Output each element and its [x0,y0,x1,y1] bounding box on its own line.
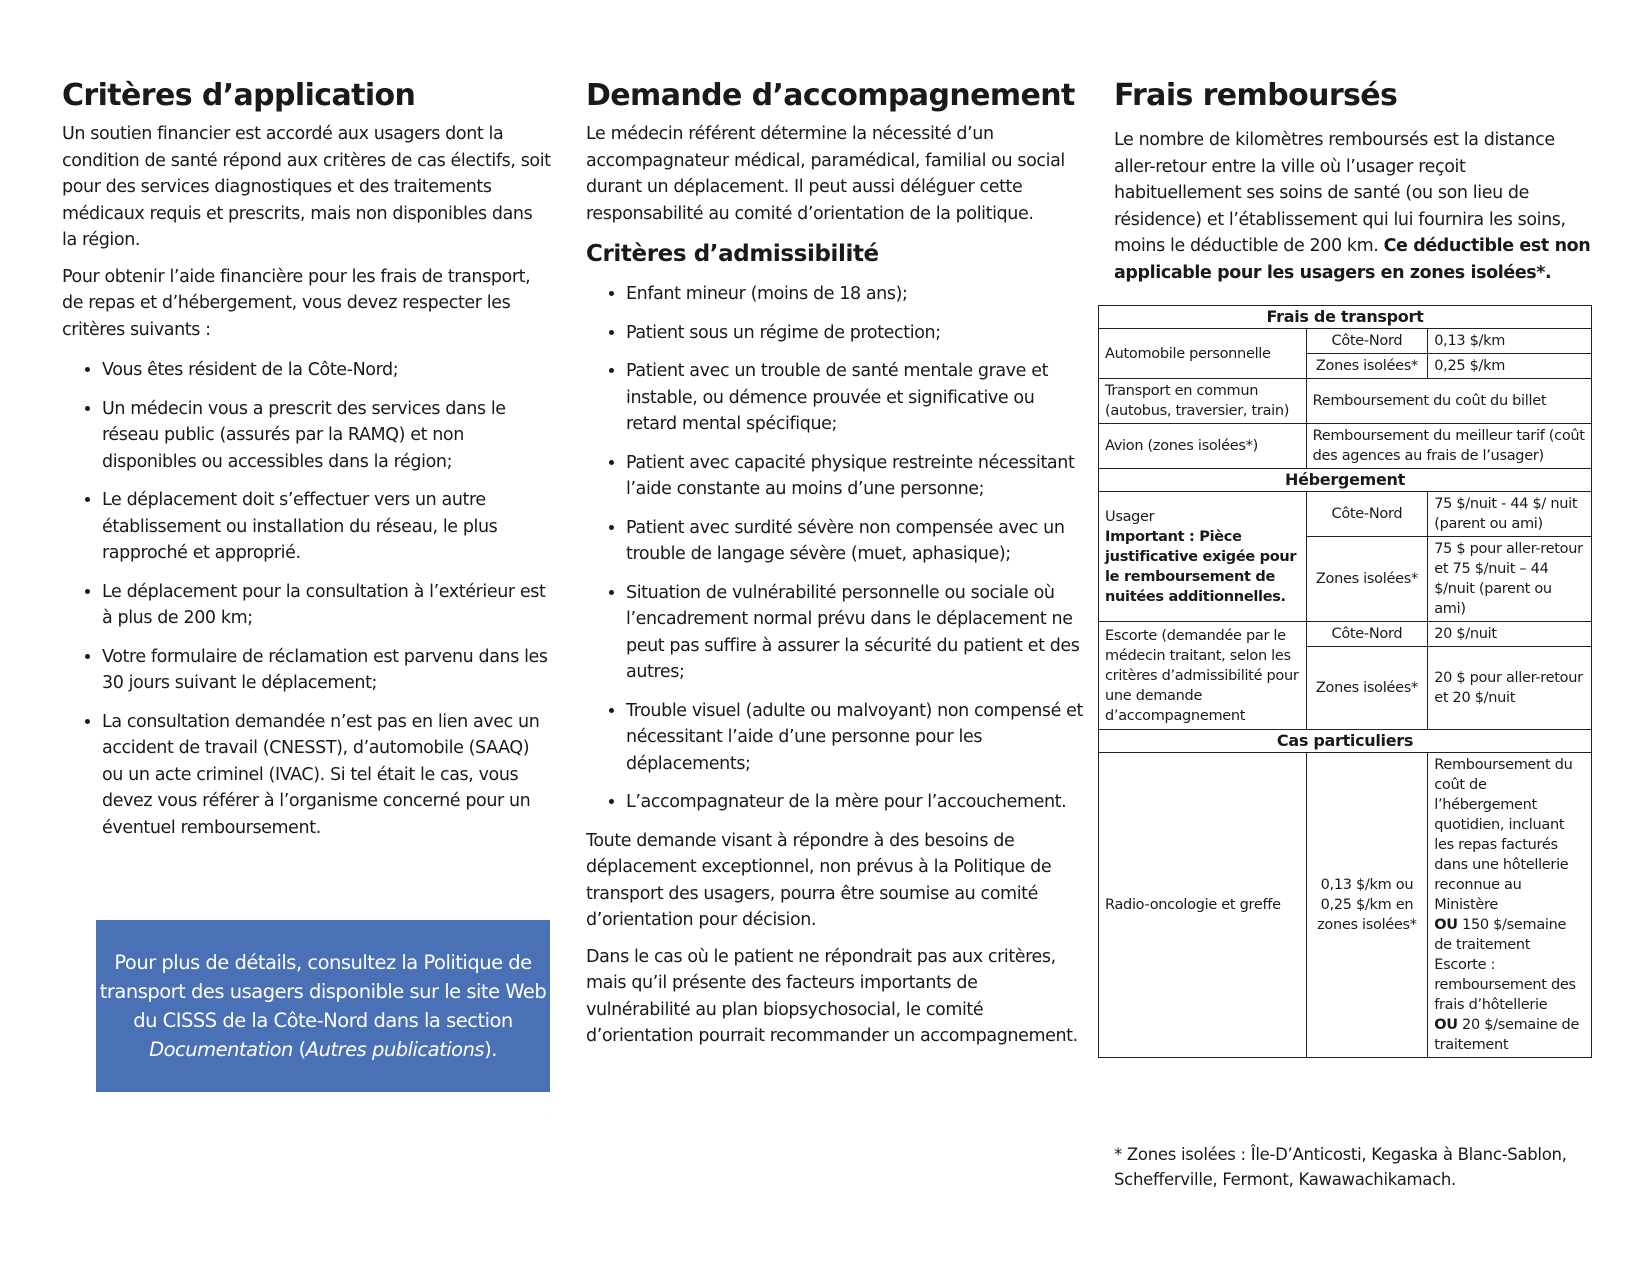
list-item: • Le déplacement doit s’effectuer vers un autre établissement ou installation du réseau, le plus rapproché et approprié. [102,487,552,567]
cell-radio-value [1428,753,1592,1058]
table-row [1099,469,1592,492]
list-item: • Patient avec capacité physique restreinte nécessitant l’aide constante au moins d’une personne; [626,450,1086,503]
cell-escorte-zi-rate: 20 $ pour aller-retour et 20 $/nuit [1428,647,1592,730]
list-item: • Situation de vulnérabilité personnelle ou sociale où l’encadrement normal prévu dans le déplacement ne peut pas suffire à assurer la sécurité du patient et des autres; [626,580,1086,686]
table-row [1099,306,1592,329]
cell-escorte-label: Escorte (demandée par le médecin traitant, selon les critères d’admissibilité pour une demande d’accompagnement [1099,622,1307,730]
cell-avion-value: Remboursement du meilleur tarif (coût des agences au frais de l’usager) [1306,424,1591,469]
criteria-list [62,357,552,841]
details-info-box [96,920,550,1092]
zones-footnote: * Zones isolées : Île-D’Anticosti, Kegaska à Blanc-Sablon, Schefferville, Fermont, Kawawachikamach. [1114,1145,1567,1189]
table-row [1099,492,1592,537]
radio-value-option [1434,1015,1585,1055]
cell-region-zones: Zones isolées* [1306,537,1428,622]
table-row [1099,329,1592,354]
or-label: OU [1434,917,1458,933]
cell-region-zones: Zones isolées* [1306,354,1428,379]
info-box-line: transport des usagers disponible sur le site Web [99,980,547,1003]
info-box-subsection-name: Autres publications [305,1038,485,1061]
table-row [1099,379,1592,424]
cell-region-cote-nord: Côte-Nord [1306,622,1428,647]
cell-escorte-cn-rate: 20 $/nuit [1428,622,1592,647]
cell-radio-tarif: 0,13 $/km ou 0,25 $/km en zones isolées* [1306,753,1428,1058]
cell-region-cote-nord: Côte-Nord [1306,492,1428,537]
distance-text: Le nombre de kilomètres remboursés est la distance aller-retour entre la ville où l’usager reçoit habituellement ses soins de santé (ou son lieu de résidence) et l’établissement qui lui fournira les soins, moins le déductible de 200 km. [1114,130,1566,256]
list-item: • Patient sous un régime de protection; [626,320,1086,347]
column-criteres-application [62,78,552,853]
cell-radio-label: Radio-oncologie et greffe [1099,753,1307,1058]
cell-usager-cn-rate: 75 $/nuit - 44 $/ nuit (parent ou ami) [1428,492,1592,537]
list-item: • Le déplacement pour la consultation à l’extérieur est à plus de 200 km; [102,579,552,632]
info-box-line: Pour plus de détails, consultez la Politique de [114,951,532,974]
info-box-punct: ). [484,1038,497,1061]
vulnerability-paragraph: Dans le cas où le patient ne répondrait pas aux critères, mais qu’il présente des facteurs importants de vulnérabilité au plan biopsychosocial, le comité d’orientation pourrait recommander un accompagnement. [586,946,1078,1046]
deductible-note: Ce déductible est non applicable pour les usagers en zones isolées*. [1114,236,1591,283]
section-title-demande-accompagnement: Demande d’accompagnement [586,78,1075,113]
intro-paragraph: Le médecin référent détermine la nécessité d’un accompagnateur médical, paramédical, familial ou social durant un déplacement. Il peut aussi déléguer cette responsabilité au comité d’orientation de la politique. [586,124,1065,224]
list-item: • Vous êtes résident de la Côte-Nord; [102,357,552,384]
info-box-line [96,1035,550,1064]
subsection-title-admissibilite: Critères d’admissibilité [586,241,879,267]
radio-value-escorte: Escorte : remboursement des frais d’hôtellerie [1434,957,1576,1013]
list-item: • Patient avec un trouble de santé mentale grave et instable, ou démence prouvée et significative ou retard mental spécifique; [626,358,1086,438]
important-note: Important : Pièce justificative exigée pour le remboursement de nuitées additionnelles. [1105,528,1297,605]
admissibility-list [586,281,1086,816]
reimbursement-table [1098,305,1592,1058]
radio-value-text: Remboursement du coût de l’hébergement quotidien, incluant les repas facturés dans une hôtellerie reconnue au Ministère [1434,757,1573,913]
table-header-cas-particuliers: Cas particuliers [1099,730,1592,753]
cell-commun-value: Remboursement du coût du billet [1306,379,1591,424]
info-box-section-name: Documentation [149,1038,293,1061]
cell-region-cote-nord: Côte-Nord [1306,329,1428,354]
list-item: • Enfant mineur (moins de 18 ans); [626,281,1086,308]
column-demande-accompagnement [586,78,1086,1060]
table-row [1099,753,1592,1058]
list-item: • Trouble visuel (adulte ou malvoyant) non compensé et nécessitant l’aide d’une personne pour les déplacements; [626,698,1086,778]
list-item: • La consultation demandée n’est pas en lien avec un accident de travail (CNESST), d’automobile (SAAQ) ou un acte criminel (IVAC). Si tel était le cas, vous devez vous référer à l’organisme concerné pour un éventuel remboursement. [102,709,552,842]
cell-region-zones: Zones isolées* [1306,647,1428,730]
cell-auto-zi-rate: 0,25 $/km [1428,354,1592,379]
column-frais-rembourses [1114,78,1594,296]
usager-text: Usager [1105,508,1155,525]
section-title-criteres-application: Critères d’application [62,78,416,113]
info-box-line: du CISSS de la Côte-Nord dans la section [133,1009,513,1032]
list-item: • Patient avec surdité sévère non compensée avec un trouble de langage sévère (muet, aphasique); [626,515,1086,568]
cell-commun-label: Transport en commun (autobus, traversier, train) [1099,379,1307,424]
radio-value-option [1434,915,1585,955]
table-row [1099,730,1592,753]
exceptional-paragraph: Toute demande visant à répondre à des besoins de déplacement exceptionnel, non prévus à la Politique de transport des usagers, pourra être soumise au comité d’orientation pour décision. [586,830,1052,930]
list-item: • Un médecin vous a prescrit des services dans le réseau public (assurés par la RAMQ) et non disponibles ou accessibles dans la région; [102,396,552,476]
intro-paragraph: Un soutien financier est accordé aux usagers dont la condition de santé répond aux critères de cas électifs, soit pour des services diagnostiques et des traitements médicaux requis et prescrits, mais non disponibles dans la région. [62,124,551,250]
info-box-punct: ( [292,1038,306,1061]
list-item: • L’accompagnateur de la mère pour l’accouchement. [626,789,1086,816]
requirements-paragraph: Pour obtenir l’aide financière pour les frais de transport, de repas et d’hébergement, vous devez respecter les critères suivants : [62,266,531,340]
or-label: OU [1434,1017,1458,1033]
radio-value-weekly: 150 $/semaine de traitement [1434,917,1567,953]
section-title-frais-rembourses: Frais remboursés [1114,78,1398,113]
table-header-transport: Frais de transport [1099,306,1592,329]
radio-value-escorte-weekly: 20 $/semaine de traitement [1434,1017,1580,1053]
distance-paragraph [1114,127,1594,286]
list-item: • Votre formulaire de réclamation est parvenu dans les 30 jours suivant le déplacement; [102,644,552,697]
cell-usager-zi-rate: 75 $ pour aller-retour et 75 $/nuit – 44 $/nuit (parent ou ami) [1428,537,1592,622]
table-row [1099,424,1592,469]
table-row [1099,622,1592,647]
cell-auto-cn-rate: 0,13 $/km [1428,329,1592,354]
table-header-hebergement: Hébergement [1099,469,1592,492]
cell-auto-label: Automobile personnelle [1099,329,1307,379]
cell-usager-label [1099,492,1307,622]
cell-avion-label: Avion (zones isolées*) [1099,424,1307,469]
